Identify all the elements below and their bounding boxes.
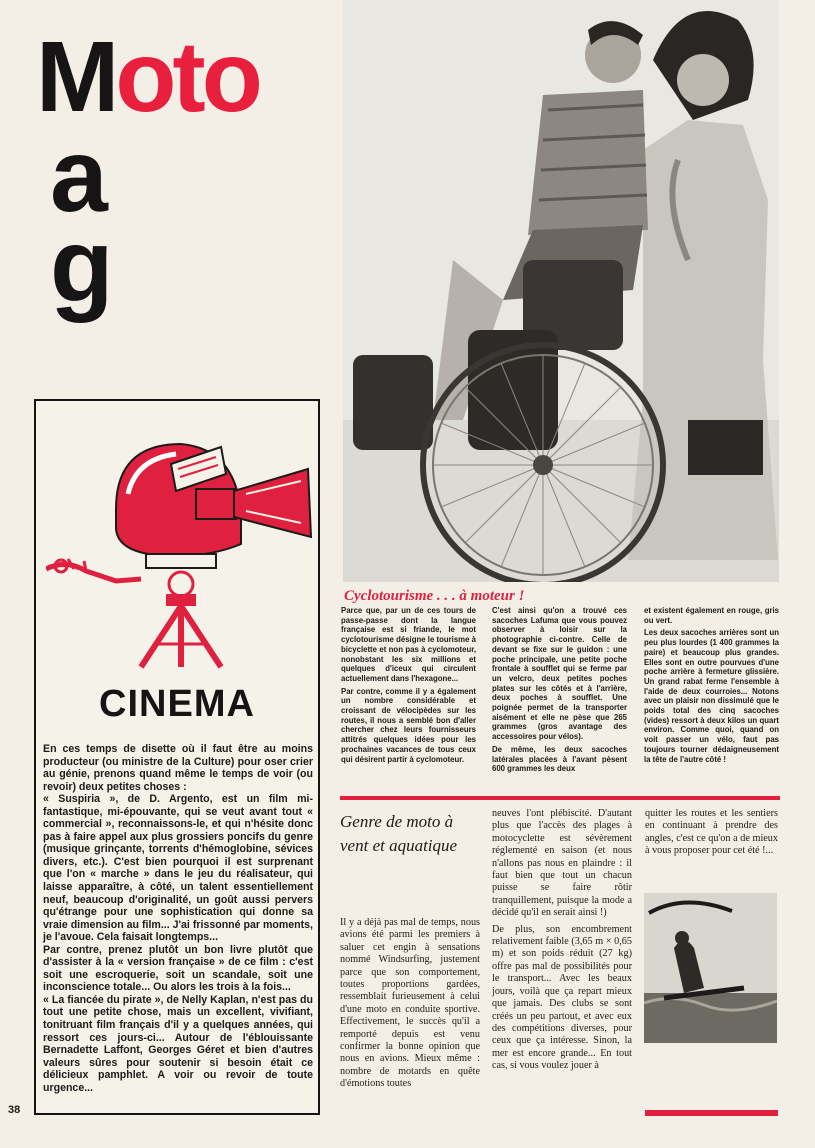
cinema-paragraph: En ces temps de disette où il faut être au moins producteur (ou ministre de la Culture) pour oser crier au génie, prenons quand même le temps de voir (ou revoir) deux petites choses : xyxy=(43,743,313,793)
camera-helmet-icon xyxy=(46,419,316,669)
camera-helmet-illustration xyxy=(46,419,316,674)
cinema-paragraph: Par contre, prenez plutôt un bon livre plutôt que d'assister à la « version française » de ce film : c'est soit une escroquerie, soit un scandale, soit une inconscience totale... Ou alors les trois à la fois... xyxy=(43,943,313,994)
masthead-logo xyxy=(36,22,328,330)
windsurf-title: Genre de moto à vent et aquatique xyxy=(340,812,458,855)
windsurf-paragraph: De plus, son encombrement relativement faible (3,65 m × 0,65 m) et son poids réduit (27 kg) offre pas mal de possibilités pour le transport... Avec les beaux jours, voilà que ça repart mieux que jamais. Des clubs se sont créés un peu partout, et avec eux des compétitions diverses, pour ceux que ça intéresse. Sinon, la mer est encore grande... En tout cas, si vous voulez jouer à xyxy=(492,923,632,1072)
cyclo-paragraph: Les deux sacoches arrières sont un peu plus lourdes (1 400 grammes la paire) et beaucoup plus grandes. Elles sont en outre pourvues d'une poche arrière à fermeture glissière. Un grand rabat ferme l'ensemble à l'aide de deux courroies... Notons avec un plaisir non dissimulé que le poids total des cinq sacoches (vides) ressort à deux kilos un quart environ. Comme quoi, quand on voit passer un vélo, faut pas toujours tourner dédaigneusement la tête de l'autre côté ! xyxy=(644,628,779,764)
cyclists-photo xyxy=(343,0,779,582)
cinema-paragraph: « La fiancée du pirate », de Nelly Kaplan, n'est pas du tout une petite chose, mais un excellent, vivifiant, tonitruant film français d'il y a quelques années, qui ressort ces jours-ci... Autour de l'éblouissante Bernadette Laffont, Georges Géret et bien d'autres valeurs sûres pour soutenir si besoin était ce délicieux pamphlet. A voir ou revoir de toute urgence... xyxy=(43,993,313,1094)
cyclo-title: Cyclotourisme . . . à moteur ! xyxy=(344,588,525,604)
windsurf-paragraph: neuves l'ont plébiscité. D'autant plus que l'accès des plages à motocyclette est sévèrement réglementé en saison (et nous n'allons pas nous en plaindre : il faut bien que tout un chacun puisse se faire rôtir tranquillement, puisque la mode a décidé qu'il en serait ainsi !) xyxy=(492,808,632,919)
mag-letter-g: g xyxy=(50,208,114,324)
windsurf-paragraph: quitter les routes et les sentiers en continuant à prendre des angles, c'est ce qu'on a de mieux à vous proposer pour cet été !... xyxy=(645,808,778,857)
cyclo-paragraph: C'est ainsi qu'on a trouvé ces sacoches Lafuma que vous pouvez observer à loisir sur la photographie ci-contre. Celle de devant se fixe sur le guidon : une poche principale, une petite poche frontale à soufflet qui se ferme par un velcro, deux petites poches plates sur les côtés et à l'arrière, deux poches à soufflet. Une poignée permet de la transporter aisément et elle ne pèse que 265 grammes (gros avantage des accessoires pour vélos). xyxy=(492,606,627,742)
windsurf-column-2 xyxy=(492,808,632,1077)
cyclo-column-2 xyxy=(492,606,627,777)
cinema-article xyxy=(43,743,313,1094)
page-number: 38 xyxy=(8,1104,21,1116)
windsurf-column-3 xyxy=(645,808,778,862)
cyclo-paragraph: De même, les deux sacoches latérales placées à l'avant pèsent 600 grammes les deux xyxy=(492,744,627,774)
cyclo-column-1 xyxy=(341,606,476,767)
mag-letter-a: a xyxy=(50,118,108,234)
cyclo-paragraph: et existent également en rouge, gris ou vert. xyxy=(644,606,779,625)
cinema-title: CINEMA xyxy=(99,683,255,725)
cinema-box xyxy=(34,399,320,1115)
cyclo-paragraph: Par contre, comme il y a également un nombre considérable et croissant de vélocipèdes sur les routes, il nous a semblé bon d'aller chercher chez leurs fournisseurs attitrés quelques idées pour les prochaines vacances de tous ceux qui désirent partir à cyclomoteur. xyxy=(341,686,476,764)
red-divider xyxy=(340,796,780,800)
windsurf-column-1 xyxy=(340,917,480,1095)
windsurfer-illustration xyxy=(644,893,777,1043)
moto-word: Moto xyxy=(36,21,259,133)
cyclo-column-3 xyxy=(644,606,779,767)
windsurf-paragraph: Il y a déjà pas mal de temps, nous avions été parmi les premiers à saluer cet engin à sensations nommé Windsurfing, justement parce que son comportement, toutes proportions gardées, ressemblait furieusement à celui d'une moto en conduite sportive. Effectivement, le succès qu'il a remporté depuis est venu confirmer la bonne opinion que nous en avions. Mieux même : nombre de motards en quête d'émotions toutes xyxy=(340,917,480,1090)
cyclo-paragraph: Parce que, par un de ces tours de passe-passe dont la langue française est si friande, le mot cyclotourisme désigne le tourisme à bicyclette et non pas à cyclomoteur, nonobstant les six millions et quelques d'iceux qui circulent actuellement dans l'hexagone... xyxy=(341,606,476,683)
cinema-paragraph: « Suspiria », de D. Argento, est un film mi-fantastique, mi-épouvante, qui se veut avant tout « commercial », reconnaissons-le, et qui n'hésite donc pas à faire appel aux plus grossiers poncifs du genre (musique grinçante, torrents d'hémoglobine, sévices divers, etc.). C'est bien pourquoi il est surprenant que l'on « marche » dans le jeu du réalisateur, qui laisse apparaître, à côté, un talent essentiellement neuf, beaucoup d'originalité, un goût aussi pervers qu'étrange pour une sophistication qui donne sa vraie dimension au film... J'ai frissonné par moments, je l'avoue. Cela faisait longtemps... xyxy=(43,793,313,944)
cyclists-photo-illustration xyxy=(343,0,779,582)
windsurf-photo xyxy=(644,893,777,1043)
red-divider-bottom xyxy=(645,1110,778,1116)
